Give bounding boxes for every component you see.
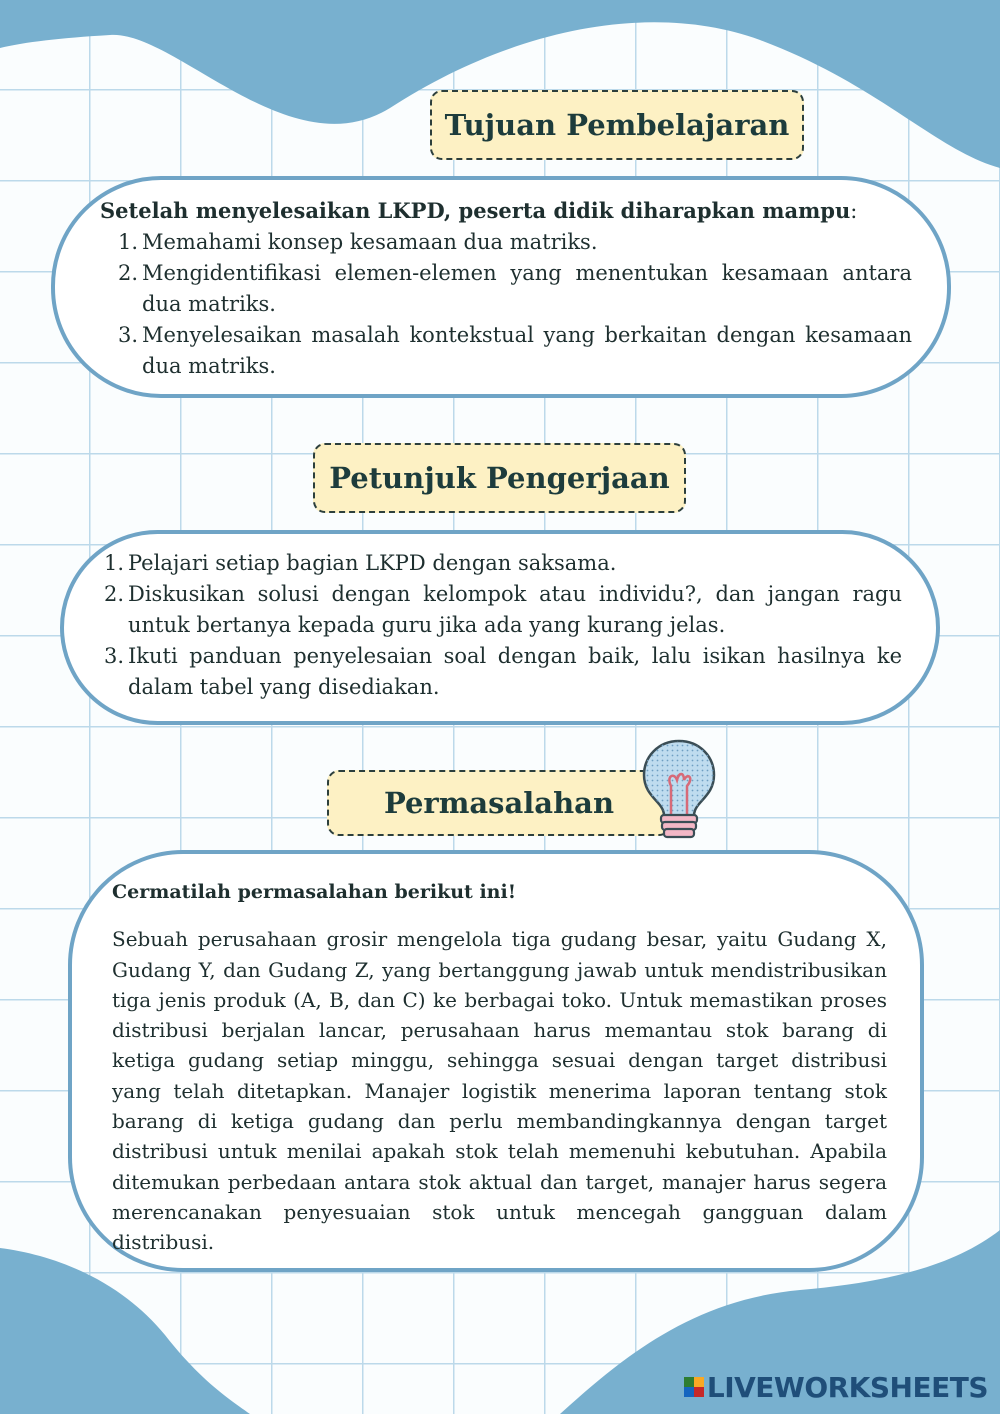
objectives-heading: Tujuan Pembelajaran bbox=[430, 90, 804, 160]
objectives-lead bbox=[100, 195, 912, 227]
list-text: Memahami konsep kesamaan dua matriks. bbox=[142, 230, 598, 254]
list-item bbox=[90, 641, 902, 703]
list-number: 2. bbox=[117, 261, 138, 285]
list-number: 1. bbox=[117, 230, 138, 254]
list-number: 3. bbox=[117, 323, 138, 347]
objectives-lead-colon: : bbox=[850, 199, 858, 223]
list-text: Diskusikan solusi dengan kelompok atau individu?, dan jangan ragu untuk bertanya kepada guru jika ada yang kurang jelas. bbox=[128, 582, 902, 637]
list-number: 2. bbox=[103, 582, 124, 606]
list-text: Pelajari setiap bagian LKPD dengan saksama. bbox=[128, 551, 617, 575]
list-item bbox=[104, 320, 912, 382]
instructions-heading: Petunjuk Pengerjaan bbox=[313, 443, 686, 513]
list-number: 1. bbox=[103, 551, 124, 575]
problem-content bbox=[112, 877, 887, 1258]
list-number: 3. bbox=[103, 644, 124, 668]
objectives-lead-text: Setelah menyelesaikan LKPD, peserta didik diharapkan mampu bbox=[100, 198, 851, 223]
objectives-content bbox=[100, 195, 912, 382]
bottom-left-wave bbox=[0, 1248, 250, 1414]
brand-text: LIVEWORKSHEETS bbox=[706, 1370, 988, 1404]
list-item bbox=[104, 227, 912, 258]
instructions-list bbox=[90, 548, 902, 703]
problem-body: Sebuah perusahaan grosir mengelola tiga gudang besar, yaitu Gudang X, Gudang Y, dan Gudang Z, yang bertanggung jawab untuk mendistribusikan tiga jenis produk (A, B, dan C) ke berbagai toko. Untuk memastikan proses distribusi berjalan lancar, perusahaan harus memantau stok barang di ketiga gudang setiap minggu, sehingga sesuai dengan target distribusi yang telah ditetapkan. Manajer logistik menerima laporan tentang stok barang di ketiga gudang dan perlu membandingkannya dengan target distribusi untuk menilai apakah stok telah memenuhi kebutuhan. Apabila ditemukan perbedaan antara stok aktual dan target, manajer harus segera merencanakan penyesuaian stok untuk mencegah gangguan dalam distribusi. bbox=[112, 927, 887, 1255]
list-text: Menyelesaikan masalah kontekstual yang berkaitan dengan kesamaan dua matriks. bbox=[142, 323, 912, 378]
instructions-content bbox=[90, 548, 902, 703]
problem-heading: Permasalahan bbox=[327, 770, 671, 836]
list-item bbox=[90, 579, 902, 641]
problem-lead: Cermatilah permasalahan berikut ini! bbox=[112, 881, 517, 903]
list-item bbox=[90, 548, 902, 579]
lightbulb-icon bbox=[640, 738, 718, 840]
liveworksheets-logo-icon bbox=[684, 1377, 704, 1397]
liveworksheets-brand[interactable] bbox=[684, 1372, 988, 1402]
objectives-list bbox=[104, 227, 912, 382]
list-text: Ikuti panduan penyelesaian soal dengan baik, lalu isikan hasilnya ke dalam tabel yang disediakan. bbox=[128, 644, 902, 699]
list-text: Mengidentifikasi elemen-elemen yang menentukan kesamaan antara dua matriks. bbox=[142, 261, 912, 316]
list-item bbox=[104, 258, 912, 320]
